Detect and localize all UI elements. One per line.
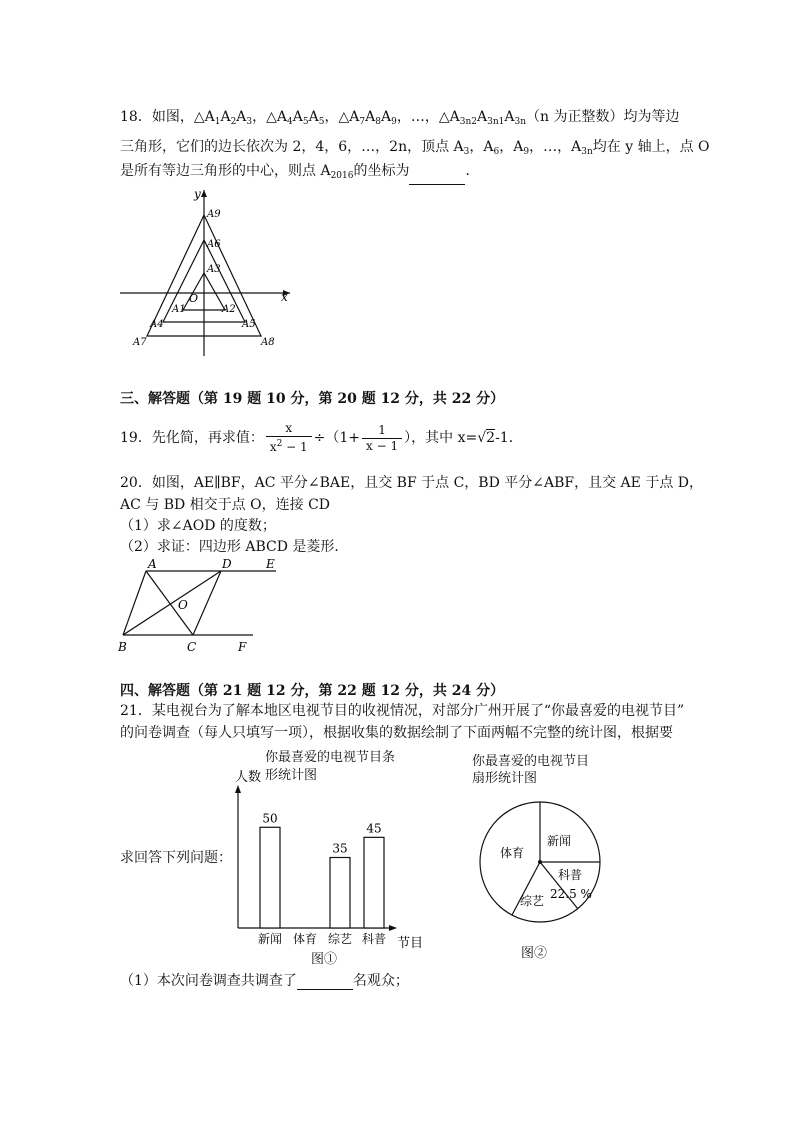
label-a2: A2 (222, 304, 236, 315)
q21-line3: 求回答下列问题： (120, 850, 232, 866)
label-a8: A8 (261, 337, 275, 348)
bar-2 (330, 858, 350, 929)
label-y: y (194, 187, 201, 201)
pie-label-science-percent: 22.5 % (550, 887, 592, 901)
bar-chart-title-line1: 你最喜爱的电视节目条 (265, 750, 396, 765)
q20-rhombus-figure (118, 556, 288, 656)
bar-chart-x-arrow-icon (389, 925, 397, 931)
bar-3 (364, 837, 384, 928)
bar-value-label-0: 50 (262, 811, 278, 826)
label-f: F (238, 640, 247, 654)
pie-chart-caption: 图② (521, 946, 548, 961)
bar-0 (260, 827, 280, 928)
label-a7: A7 (133, 337, 147, 348)
q18-triangle-list: 18．如图，$\triangle A_1A_2A_3$，$\triangle A_4A_5A_5$，$\triangle A_7A_8A_9$，…，$\triangle A_{3n2}A_{3n1}A_{3n}$ (120, 109, 527, 127)
pie-center-dot (538, 860, 542, 864)
section3-heading: 三、解答题（第 19 题 10 分，第 20 题 12 分，共 22 分） (120, 391, 505, 407)
pie-label-science: 科普 (558, 868, 583, 882)
q19-fraction-2: $\frac{1}{x - 1}$ (362, 423, 402, 454)
pie-chart-title-line2: 扇形统计图 (472, 771, 538, 786)
label-a5: A5 (242, 319, 256, 330)
label-a9: A9 (207, 209, 221, 220)
bar-category-label-3: 科普 (361, 932, 387, 946)
bar-chart-ylabel: 人数 (235, 770, 262, 785)
bar-category-label-0: 新闻 (257, 932, 283, 946)
answer-blank-q18[interactable] (409, 170, 465, 185)
bar-chart-y-arrow-icon (235, 785, 241, 793)
bar-chart-caption: 图① (311, 952, 338, 967)
pie-label-news: 新闻 (547, 834, 572, 848)
bar-group (258, 811, 386, 946)
diagonal-bd (123, 571, 221, 635)
q18-triangle-figure (118, 184, 313, 359)
bar-chart-title-line2: 形统计图 (265, 768, 318, 783)
label-a1: A1 (172, 304, 186, 315)
bar-value-label-2: 35 (332, 841, 348, 856)
q20-line1: 20．如图，AE∥BF，AC 平分∠BAE，且交 BF 于点 C，BD 平分∠ABF，且交 AE 于点 D， (120, 475, 704, 491)
q20-line2: AC 与 BD 相交于点 O，连接 CD (120, 497, 330, 513)
pie-label-sports: 体育 (500, 846, 525, 860)
q19-fraction-1: $\frac{x}{x^2 - 1}$ (266, 421, 312, 455)
bar-category-label-1: 体育 (292, 932, 318, 946)
y-axis-arrow-icon (201, 190, 207, 197)
label-x: x (281, 290, 288, 304)
label-c: C (187, 640, 197, 654)
q18-line2: 三角形，它们的边长依次为 2，4，6，…，2n，顶点 $A_3$，$A_6$，$A_9$，…，$A_{3n}$均在 y 轴上，点 O (120, 139, 710, 157)
bar-chart (225, 765, 440, 965)
answer-blank-q21[interactable] (297, 975, 353, 990)
bar-chart-xlabel: 节目 (397, 936, 424, 951)
q18-line1 (120, 108, 679, 131)
label-o: O (178, 598, 188, 612)
label-e: E (266, 557, 275, 571)
bar-value-label-3: 45 (366, 821, 382, 836)
q18-line3: 是所有等边三角形的中心，则点 $A_{2016}$的坐标为 ． (120, 162, 479, 185)
label-a4: A4 (150, 319, 164, 330)
q21-line2: 的问卷调查（每人只填写一项），根据收集的数据绘制了下面两幅不完整的统计图，根据要 (120, 725, 673, 741)
bar-category-label-2: 综艺 (327, 932, 353, 946)
pie-label-variety: 综艺 (520, 894, 545, 908)
q19-line: 19．先化简，再求值： $\frac{x}{x^2 - 1}$ ÷（1+ $\frac{1}{x - 1}$ ），其中 x=√2-1． (120, 421, 523, 454)
side-ab (123, 571, 146, 635)
label-b: B (118, 640, 127, 654)
pie-chart (478, 800, 608, 930)
q20-part1: （1）求∠AOD 的度数； (120, 518, 276, 534)
q18-line1-rest: （n 为正整数）均为等边 (526, 109, 680, 125)
pie-chart-title-line1: 你最喜爱的电视节目 (472, 754, 590, 769)
label-a: A (148, 557, 157, 571)
label-d: D (222, 557, 232, 571)
label-a3: A3 (207, 264, 221, 275)
label-o: O (189, 292, 199, 305)
section4-heading: 四、解答题（第 21 题 12 分，第 22 题 12 分，共 24 分） (120, 683, 505, 699)
label-a6: A6 (207, 239, 221, 250)
q21-part1: （1）本次问卷调查共调查了 名观众； (120, 973, 409, 989)
q21-line1: 21．某电视台为了解本地区电视节目的收视情况，对部分广州开展了“你最喜爱的电视节目” (120, 703, 685, 719)
q20-part2: （2）求证：四边形 ABCD 是菱形． (120, 539, 349, 555)
